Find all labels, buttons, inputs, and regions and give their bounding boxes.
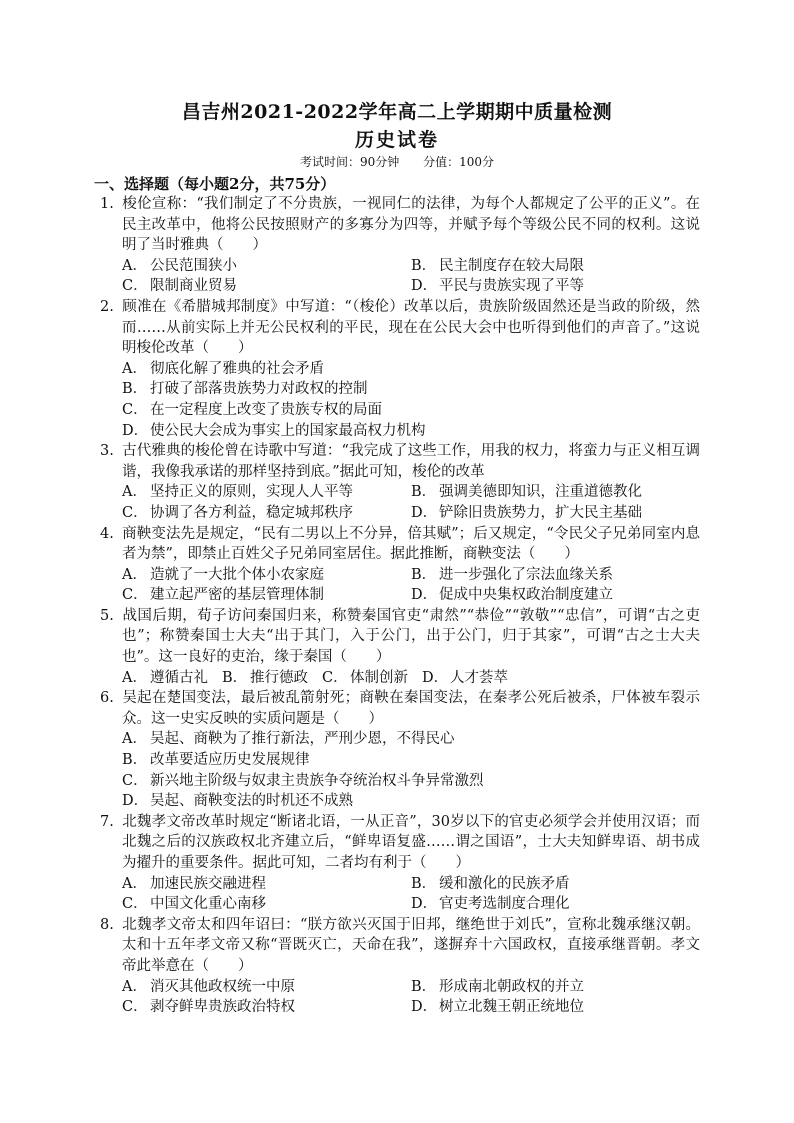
question-stem — [100, 812, 700, 874]
question-7 — [100, 812, 700, 915]
option-b[interactable]: B． 民主制度存在较大局限 — [411, 257, 584, 274]
question-number: 1. — [100, 196, 114, 212]
question-stem — [100, 441, 700, 482]
question-text: 商鞅变法先是规定，“民有二男以上不分异，倍其赋”；后又规定，“令民父子兄弟同室内息者为禁”，即禁止百姓父子兄弟同室居住。据此推断，商鞅变法（ ） — [122, 525, 700, 563]
question-number: 4. — [100, 525, 114, 542]
option-b[interactable]: B． 推行德政 — [222, 669, 308, 686]
option-a[interactable]: A． 加速民族交融进程 — [122, 875, 266, 892]
option-d[interactable]: D． 人才荟萃 — [422, 669, 508, 686]
option-d[interactable]: D． 吴起、商鞅变法的时机还不成熟 — [122, 793, 353, 810]
question-number: 5. — [100, 607, 114, 624]
question-stem — [100, 688, 700, 729]
exam-subject: 历史试卷 — [354, 129, 439, 151]
option-d[interactable]: D． 使公民大会成为事实上的国家最高权力机构 — [122, 422, 426, 439]
option-d[interactable]: D． 官吏考选制度合理化 — [411, 896, 570, 913]
option-c[interactable]: C． 协调了各方利益，稳定城邦秩序 — [122, 504, 353, 521]
options — [100, 668, 700, 689]
question-text: 梭伦宣称：“我们制定了不分贵族，一视同仁的法律，为每个人都规定了公平的正义”。在民主改革中，他将公民按照财产的多寡分为四等，并赋予每个等级公民不同的权利。这说明了当时雅典（ ） — [122, 196, 700, 254]
question-text: 古代雅典的梭伦曾在诗歌中写道：“我完成了这些工作，用我的权力，将蛮力与正义相互调谐，我像我承诺的那样坚持到底。”据此可知，梭伦的改革 — [122, 443, 700, 480]
question-5 — [100, 606, 700, 688]
question-number: 7. — [100, 813, 114, 830]
option-d[interactable]: D． 平民与贵族实现了平等 — [411, 278, 584, 295]
option-d[interactable]: D． 促成中央集权政治制度建立 — [411, 587, 613, 604]
option-a[interactable]: A． 吴起、商鞅为了推行新法，严刑少恩，不得民心 — [122, 731, 455, 748]
option-b[interactable]: B． 改革要适应历史发展规律 — [122, 752, 310, 769]
options — [100, 565, 700, 606]
options — [100, 359, 700, 441]
option-a[interactable]: A． 公民范围狭小 — [122, 257, 237, 274]
option-b[interactable]: B． 进一步强化了宗法血缘关系 — [411, 566, 613, 583]
option-d[interactable]: D． 树立北魏王朝正统地位 — [411, 999, 584, 1016]
question-2 — [100, 297, 700, 441]
exam-title: 昌吉州2021-2022学年高二上学期期中质量检测 — [181, 101, 613, 123]
section-heading: 一、选择题（每小题2分，共75分） — [94, 175, 336, 193]
question-stem — [100, 524, 700, 565]
question-list — [100, 194, 700, 1018]
question-text: 北魏孝文帝太和四年诏曰：“朕方欲兴灭国于旧邦，继绝世于刘氏”，宣称北魏承继汉朝。太和十五年孝文帝又称“晋既灭亡，天命在我”，遂摒弃十六国政权，直接承继晋朝。孝文帝此举意在（ ） — [122, 916, 700, 974]
question-number: 3. — [100, 443, 114, 460]
question-3 — [100, 441, 700, 523]
option-b[interactable]: B． 打破了部落贵族势力对政权的控制 — [122, 381, 368, 398]
option-c[interactable]: C． 中国文化重心南移 — [122, 896, 266, 913]
question-8 — [100, 915, 700, 1018]
question-text: 北魏孝文帝改革时规定“断诸北语，一从正音”，30岁以下的官吏必须学会并使用汉语；而北魏之后的汉族政权北齐建立后，“鲜卑语复盛……谓之国语”，士大夫知鲜卑语、胡书成为擢升的重要条件。据此可知，二者均有利于（ ） — [122, 813, 700, 871]
option-a[interactable]: A． 造就了一大批个体小农家庭 — [122, 566, 324, 583]
option-b[interactable]: B． 形成南北朝政权的并立 — [411, 978, 584, 995]
option-a[interactable]: A． 彻底化解了雅典的社会矛盾 — [122, 360, 324, 377]
option-c[interactable]: C． 剥夺鲜卑贵族政治特权 — [122, 999, 295, 1016]
option-c[interactable]: C． 在一定程度上改变了贵族专权的局面 — [122, 401, 382, 418]
options — [100, 256, 700, 297]
question-text: 顾准在《希腊城邦制度》中写道：“（梭伦）改革以后，贵族阶级固然还是当政的阶级，然而……从前实际上并无公民权利的平民，现在在公民大会中也听得到他们的声音了。”这说明梭伦改革（ ） — [122, 298, 700, 357]
option-c[interactable]: C． 新兴地主阶级与奴隶主贵族争夺统治权斗争异常激烈 — [122, 772, 484, 789]
question-number: 2. — [100, 298, 114, 315]
question-text: 吴起在楚国变法，最后被乱箭射死；商鞅在秦国变法，在秦孝公死后被杀，尸体被车裂示众。这一史实反映的实质问题是（ ） — [122, 690, 700, 727]
question-text: 战国后期，荀子访问秦国归来，称赞秦国官吏“肃然”“恭俭”“敦敬”“忠信”，可谓“古之吏也”；称赞秦国士大夫“出于其门，入于公门，出于公门，归于其家”，可谓“古之士大夫也”。这一良好的吏治，缘于秦国（ ） — [122, 607, 700, 666]
question-stem — [100, 915, 700, 977]
question-number: 8. — [100, 916, 114, 933]
question-stem — [100, 297, 700, 359]
question-4 — [100, 524, 700, 606]
question-number: 6. — [100, 690, 114, 707]
options — [100, 729, 700, 811]
question-6 — [100, 688, 700, 812]
exam-meta — [0, 153, 794, 170]
option-d[interactable]: D． 铲除旧贵族势力，扩大民主基础 — [411, 504, 642, 521]
option-b[interactable]: B． 缓和激化的民族矛盾 — [411, 875, 570, 892]
option-c[interactable]: C． 建立起严密的基层管理体制 — [122, 587, 324, 604]
option-c[interactable]: C． 体制创新 — [322, 669, 408, 686]
option-c[interactable]: C． 限制商业贸易 — [122, 278, 237, 295]
options — [100, 977, 700, 1018]
question-stem — [100, 606, 700, 668]
options — [100, 874, 700, 915]
option-b[interactable]: B． 强调美德即知识，注重道德教化 — [411, 484, 642, 501]
question-1 — [100, 194, 700, 297]
option-a[interactable]: A． 坚持正义的原则，实现人人平等 — [122, 484, 353, 501]
exam-score: 分值：100分 — [423, 155, 494, 169]
option-a[interactable]: A． 遵循古礼 — [122, 669, 208, 686]
exam-time: 考试时间：90分钟 — [299, 155, 400, 169]
options — [100, 482, 700, 523]
option-a[interactable]: A． 消灭其他政权统一中原 — [122, 978, 295, 995]
question-stem — [100, 194, 700, 256]
